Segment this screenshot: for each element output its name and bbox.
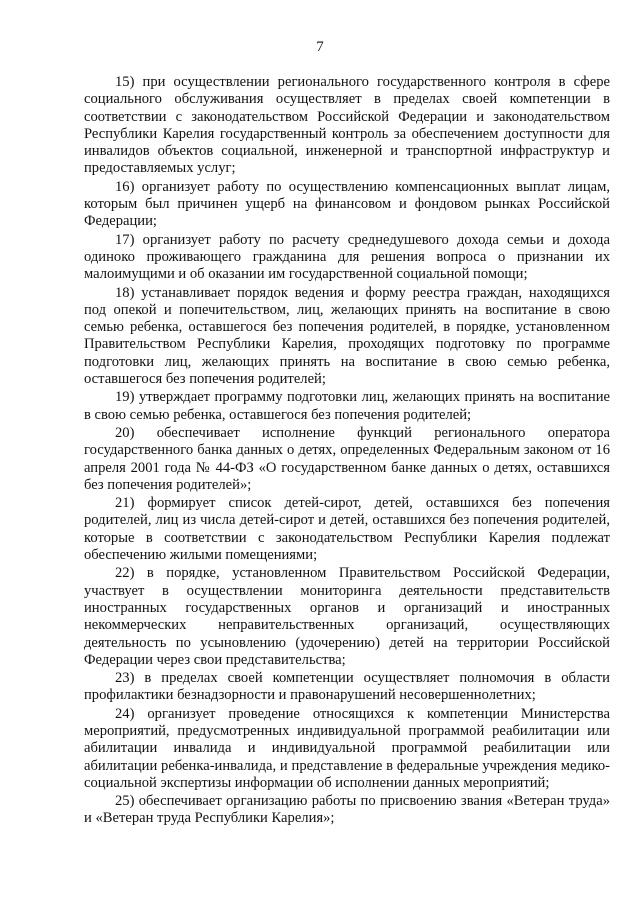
paragraph-21: 21) формирует список детей-сирот, детей, оставшихся без попечения родителей, лиц из числа детей-сирот и детей, оставшихся без попечения родителей, которые в соответствии с законодательством Республики Карелия подлежат обеспечению жилыми помещениями; (84, 495, 610, 564)
paragraph-17: 17) организует работу по расчету среднедушевого дохода семьи и дохода одиноко проживающего гражданина для решения вопроса о признании их малоимущими и об оказании им государственной социальной помощи; (84, 231, 610, 283)
paragraph-18: 18) устанавливает порядок ведения и форму реестра граждан, находящихся под опекой и попечительством, лиц, желающих принять на воспитание в свою семью ребенка, оставшегося без попечения родителей, в порядке, установленном Правительством Республики Карелия, проходящих подготовку по программе подготовки лиц, желающих принять на воспитание в свою семью ребенка, оставшегося без попечения родителей; (84, 284, 610, 388)
paragraph-15: 15) при осуществлении регионального государственного контроля в сфере социального обслуживания осуществляет в пределах своей компетенции в соответствии с законодательством Российской Федерации и законодательством Республики Карелия государственный контроль за обеспечением доступности для инвалидов объектов социальной, инженерной и транспортной инфраструктур и предоставляемых услуг; (84, 74, 610, 177)
paragraph-20: 20) обеспечивает исполнение функций регионального оператора государственного банка данных о детях, определенных Федеральным законом от 16 апреля 2001 года № 44-ФЗ «О государственном банке данных о детях, оставшихся без попечения родителей»; (84, 424, 610, 493)
paragraph-16: 16) организует работу по осуществлению компенсационных выплат лицам, которым был причинен ущерб на финансовом и фондовом рынках Российской Федерации; (84, 178, 610, 230)
paragraph-23: 23) в пределах своей компетенции осуществляет полномочия в области профилактики безнадзорности и правонарушений несовершеннолетних; (84, 670, 610, 704)
document-body (84, 74, 610, 829)
paragraph-19: 19) утверждает программу подготовки лиц, желающих принять на воспитание в свою семью ребенка, оставшегося без попечения родителей; (84, 389, 610, 423)
page-number: 7 (316, 39, 324, 55)
paragraph-22: 22) в порядке, установленном Правительством Российской Федерации, участвует в осуществлении мониторинга деятельности представительств иностранных государственных органов и организаций и иностранных некоммерческих неправительственных организаций, осуществляющих деятельность по усыновлению (удочерению) детей на территории Российской Федерации через свои представительства; (84, 565, 610, 668)
paragraph-24: 24) организует проведение относящихся к компетенции Министерства мероприятий, предусмотренных индивидуальной программой реабилитации или абилитации инвалида и индивидуальной программой реабилитации или абилитации ребенка-инвалида, и представление в федеральные учреждения медико-социальной экспертизы информации об исполнении данных мероприятий; (84, 705, 610, 791)
paragraph-25: 25) обеспечивает организацию работы по присвоению звания «Ветеран труда» и «Ветеран труда Республики Карелия»; (84, 793, 610, 827)
